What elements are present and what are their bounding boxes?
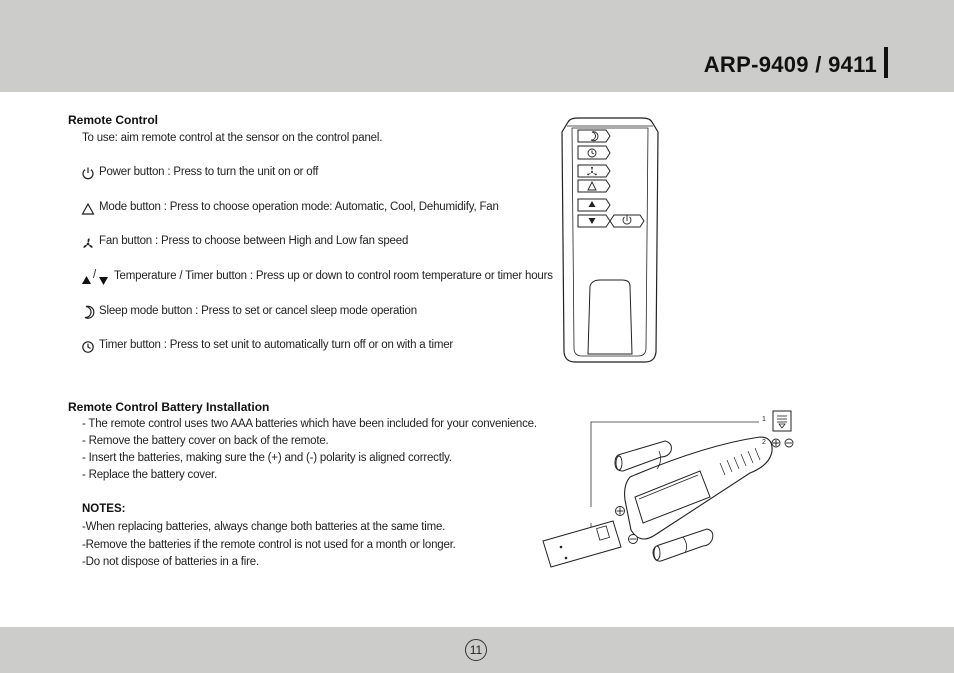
sleep-button-desc: Sleep mode button : Press to set or cancel sleep mode operation <box>99 305 417 317</box>
battery-line: - The remote control uses two AAA batteries which have been included for your convenience. <box>82 418 537 430</box>
step-2-label: 2 <box>762 439 766 446</box>
remote-control-heading: Remote Control <box>68 113 158 127</box>
mode-button-desc: Mode button : Press to choose operation mode: Automatic, Cool, Dehumidify, Fan <box>99 201 499 213</box>
temperature-timer-button-desc: Temperature / Timer button : Press up or down to control room temperature or timer hours <box>114 270 553 282</box>
moon-icon <box>81 305 95 319</box>
battery-line: - Remove the battery cover on back of the remote. <box>82 435 329 447</box>
power-icon <box>81 166 95 180</box>
note-line: -Do not dispose of batteries in a fire. <box>82 556 259 568</box>
fan-button-desc: Fan button : Press to choose between High and Low fan speed <box>99 235 409 247</box>
note-line: -Remove the batteries if the remote control is not used for a month or longer. <box>82 539 456 551</box>
power-button-desc: Power button : Press to turn the unit on or off <box>99 166 319 178</box>
remote-control-intro: To use: aim remote control at the sensor on the control panel. <box>82 132 383 144</box>
battery-line: - Insert the batteries, making sure the (+) and (-) polarity is aligned correctly. <box>82 452 452 464</box>
remote-control-illustration <box>560 116 660 364</box>
notes-heading: NOTES: <box>82 503 126 515</box>
title-bar-accent <box>884 47 888 78</box>
battery-installation-heading: Remote Control Battery Installation <box>68 400 270 414</box>
battery-installation-diagram <box>535 405 805 590</box>
page-number: 11 <box>465 639 487 661</box>
page-header <box>0 0 954 92</box>
arrows-separator: / <box>93 269 96 281</box>
fan-icon <box>81 236 95 250</box>
model-title: ARP-9409 / 9411 <box>703 52 877 77</box>
battery-line: - Replace the battery cover. <box>82 469 218 481</box>
up-down-arrows-icon <box>81 271 111 285</box>
clock-icon <box>81 340 95 354</box>
timer-button-desc: Timer button : Press to set unit to automatically turn off or on with a timer <box>99 339 454 351</box>
mode-triangle-icon <box>81 202 95 216</box>
note-line: -When replacing batteries, always change both batteries at the same time. <box>82 521 446 533</box>
step-1-label: 1 <box>762 416 766 423</box>
